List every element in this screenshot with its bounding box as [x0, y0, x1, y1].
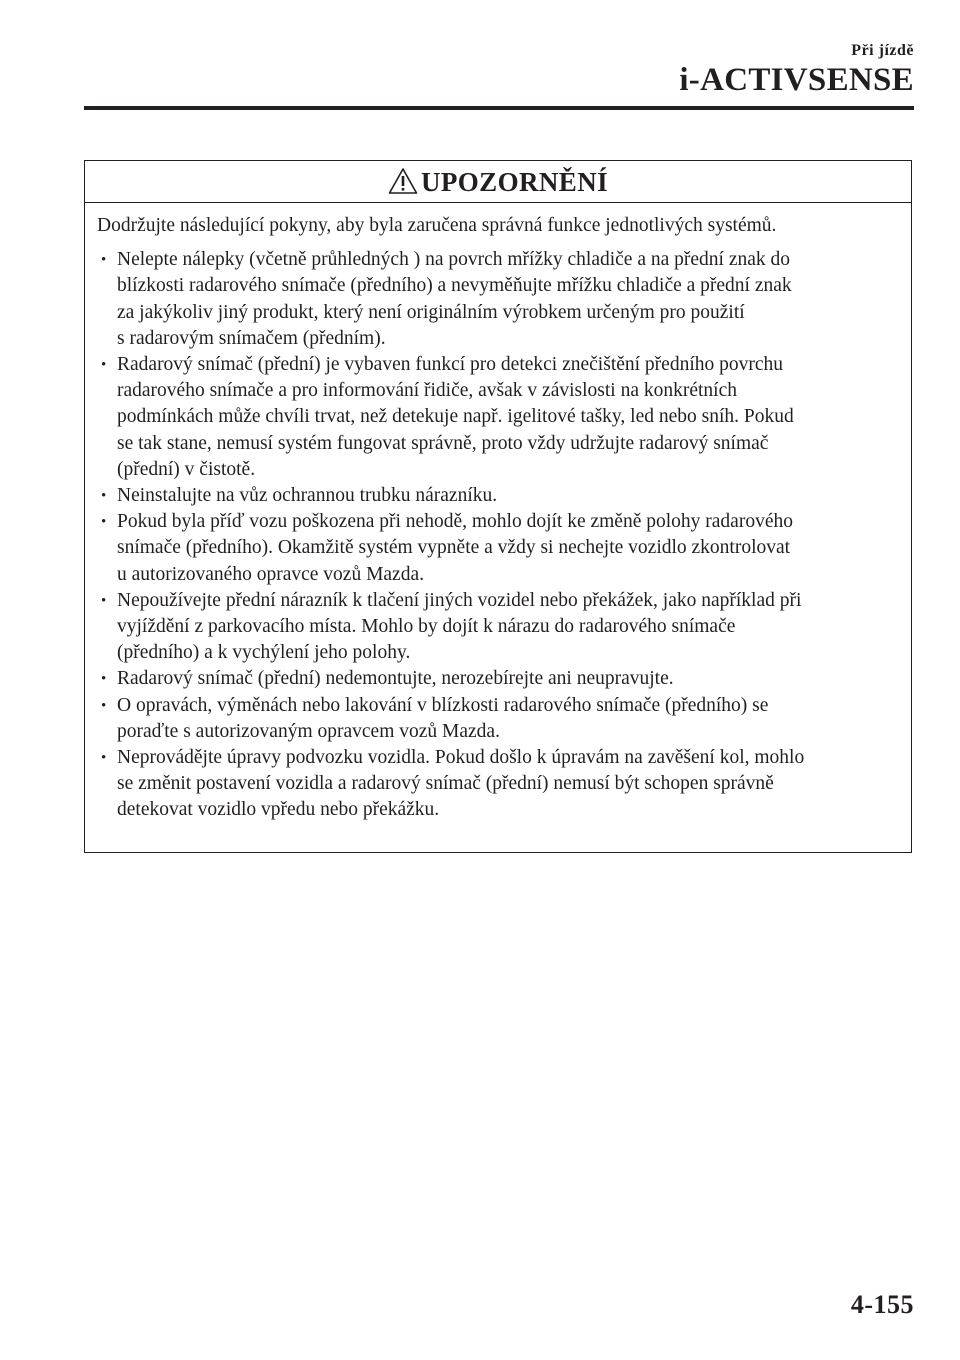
list-item — [97, 483, 899, 509]
list-item-line: Nepoužívejte přední nárazník k tlačení jiných vozidel nebo překážek, jako například při — [117, 589, 802, 611]
bullet-icon: • — [101, 750, 107, 767]
list-item-line: blízkosti radarového snímače (předního) a nevyměňujte mřížku chladiče a přední znak — [117, 275, 792, 297]
warning-list — [97, 247, 899, 823]
list-item — [97, 666, 899, 692]
list-item-line: detekovat vozidlo vpředu nebo překážku. — [117, 799, 440, 821]
chapter-title: i-ACTIVSENSE — [679, 62, 914, 98]
list-item-line: O opravách, výměnách nebo lakování v blízkosti radarového snímače (předního) se — [117, 694, 769, 716]
list-item-line: vyjíždění z parkovacího místa. Mohlo by dojít k nárazu do radarového snímače — [117, 616, 736, 638]
bullet-icon: • — [101, 514, 107, 531]
list-item-line: poraďte s autorizovaným opravcem vozů Mazda. — [117, 720, 500, 742]
list-item-line: podmínkách může chvíli trvat, než detekuje např. igelitové tašky, led nebo sníh. Pokud — [117, 406, 794, 428]
bullet-icon: • — [101, 592, 107, 609]
bullet-icon: • — [101, 671, 107, 688]
list-item — [97, 588, 899, 667]
list-item — [97, 509, 899, 588]
bullet-icon: • — [101, 252, 107, 269]
list-item-line: Pokud byla příď vozu poškozena při nehodě, mohlo dojít ke změně polohy radarového — [117, 511, 793, 533]
list-item-line: Neinstalujte na vůz ochrannou trubku nárazníku. — [117, 485, 498, 507]
list-item — [97, 352, 899, 483]
list-item-line: Nelepte nálepky (včetně průhledných ) na povrch mřížky chladiče a na přední znak do — [117, 249, 791, 271]
warning-title: UPOZORNĚNÍ — [420, 166, 608, 197]
list-item-line: Radarový snímač (přední) je vybaven funkcí pro detekci znečištění předního povrchu — [117, 354, 784, 376]
warning-triangle-icon — [388, 167, 418, 195]
warning-header — [85, 161, 911, 203]
list-item-line: s radarovým snímačem (předním). — [117, 327, 386, 349]
warning-box — [84, 160, 912, 853]
list-item-line: u autorizovaného opravce vozů Mazda. — [117, 563, 424, 585]
list-item-line: se změnit postavení vozidla a radarový snímač (přední) nemusí být schopen správně — [117, 773, 774, 795]
bullet-icon: • — [101, 488, 107, 505]
warning-body — [85, 203, 911, 824]
list-item — [97, 247, 899, 352]
list-item-line: se tak stane, nemusí systém fungovat správně, proto vždy udržujte radarový snímač — [117, 432, 769, 454]
bullet-icon: • — [101, 697, 107, 714]
warning-intro: Dodržujte následující pokyny, aby byla zaručena správná funkce jednotlivých systémů. — [97, 215, 777, 236]
list-item — [97, 693, 899, 745]
list-item-line: (předního) a k vychýlení jeho polohy. — [117, 642, 411, 664]
list-item-line: Radarový snímač (přední) nedemontujte, nerozebírejte ani neupravujte. — [117, 668, 674, 690]
list-item-line: snímače (předního). Okamžitě systém vypněte a vždy si nechejte vozidlo zkontrolovat — [117, 537, 791, 559]
list-item-line: radarového snímače a pro informování řidiče, avšak v závislosti na konkrétních — [117, 380, 738, 402]
page-number: 4-155 — [850, 1290, 914, 1319]
page-header — [0, 0, 960, 112]
list-item-line: Neprovádějte úpravy podvozku vozidla. Pokud došlo k úpravám na zavěšení kol, mohlo — [117, 747, 805, 769]
list-item-line: za jakýkoliv jiný produkt, který není originálním výrobkem určeným pro použití — [117, 301, 745, 323]
list-item — [97, 745, 899, 824]
list-item-line: (přední) v čistotě. — [117, 458, 256, 480]
section-label: Při jízdě — [851, 42, 914, 59]
header-divider — [84, 106, 914, 110]
bullet-icon: • — [101, 357, 107, 374]
